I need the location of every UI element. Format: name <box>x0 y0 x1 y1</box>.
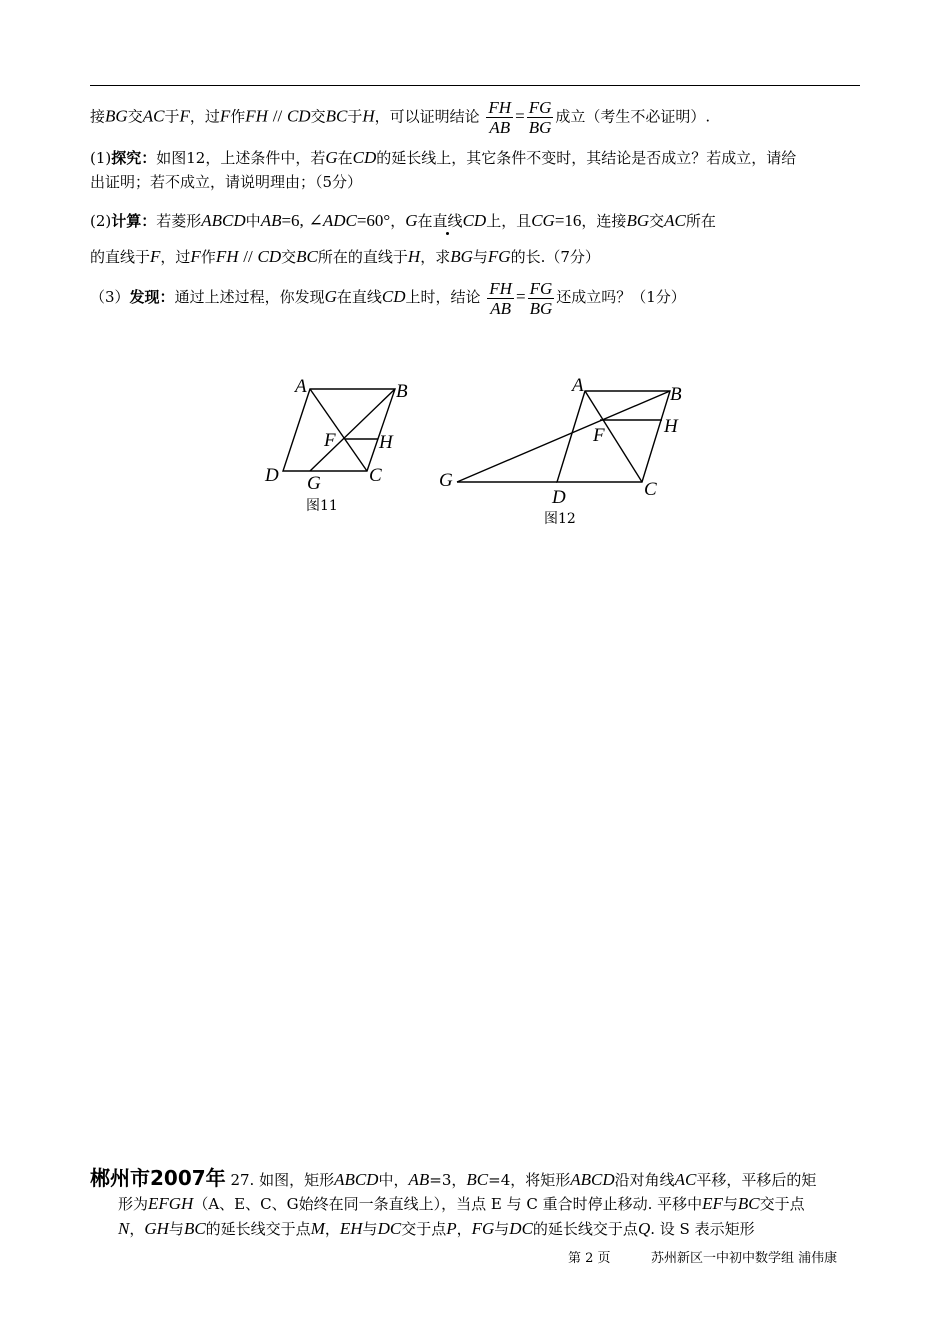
header-rule <box>90 85 860 86</box>
fraction-fg-bg: $\frac{FG}{BG}$ <box>528 98 552 137</box>
fig11-label-h: H <box>379 432 393 453</box>
fig12-label-c: C <box>644 479 657 500</box>
fig12-label-d: D <box>552 487 566 505</box>
fig11-diagonal-ac <box>310 389 367 471</box>
fig12-label-h: H <box>664 416 678 437</box>
footer-organization: 苏州新区一中初中数学组 浦伟康 <box>651 1251 838 1266</box>
fraction-fh-ab-q3: $\frac{FH}{AB}$ <box>489 278 512 318</box>
fig11-label-d: D <box>265 465 279 486</box>
fig12-label-f: F <box>593 425 605 446</box>
fig12-label-b: B <box>670 384 682 405</box>
figure-12-caption: 图12 <box>544 511 576 527</box>
fig12-label-g: G <box>439 470 453 491</box>
fig11-label-g: G <box>307 473 321 494</box>
chenzhou-line-3: N，GH与BC的延长线交于点M，EH与DC交于点P，FG与DC的延长线交于点Q. 设 S 表示矩形 <box>118 1219 755 1238</box>
fig12-label-a: A <box>572 375 584 396</box>
figure-12-diagram <box>430 365 700 505</box>
question-1-line-2: 出证明；若不成立，请说明理由；（5分） <box>90 173 363 191</box>
fig11-segment-bg <box>310 389 395 471</box>
question-2-line-2: 的直线于F，过F作FH // CD交BC所在的直线于H，求BG与FG的长.（7分） <box>90 247 600 266</box>
fig11-label-c: C <box>369 465 382 486</box>
fig11-label-f: F <box>324 430 336 451</box>
chenzhou-line-2: 形为EFGH（A、E、C、G始终在同一条直线上），当点 E 与 C 重合时停止移动. 平移中EF与BC交于点 <box>118 1194 805 1213</box>
question-3-line: （3）发现：通过上述过程，你发现G在直线CD上时，结论 $\frac{FH}{AB}$ = $\frac{FG}{BG}$ 还成立吗？（1分） <box>90 278 686 318</box>
fig11-label-b: B <box>396 381 408 402</box>
page-number: 第 2 页 <box>568 1251 611 1266</box>
fig11-label-a: A <box>295 376 307 397</box>
fraction-fh-ab: $\frac{FH}{AB}$ <box>488 98 512 137</box>
intro-line: 接BG交AC于F，过F作FH // CD交BC于H，可以证明结论 $\frac{FH}{AB}$ = $\frac{FG}{BG}$ 成立（考生不必证明）. <box>90 98 711 137</box>
figure-11-diagram <box>255 365 425 495</box>
section-title: 郴州市2007年 <box>90 1166 226 1190</box>
fig12-segment-bg <box>457 391 670 482</box>
chenzhou-line-1: 郴州市2007年 27. 如图，矩形ABCD中，AB=3，BC=4，将矩形ABCD沿对角线AC平移，平移后的矩 <box>90 1166 817 1190</box>
figure-11-caption: 图11 <box>306 498 338 514</box>
fraction-fg-bg-q3: $\frac{FG}{BG}$ <box>529 278 553 318</box>
question-1-line-1: (1)探究：如图12，上述条件中，若G在CD的延长线上，其它条件不变时，其结论是否成立？若成立，请给 <box>90 148 797 167</box>
question-2-line-1: (2)计算：若菱形ABCD中AB=6, ∠ADC=60°，G在直线CD上，且CG=16，连接BG交AC所在 <box>90 211 716 230</box>
